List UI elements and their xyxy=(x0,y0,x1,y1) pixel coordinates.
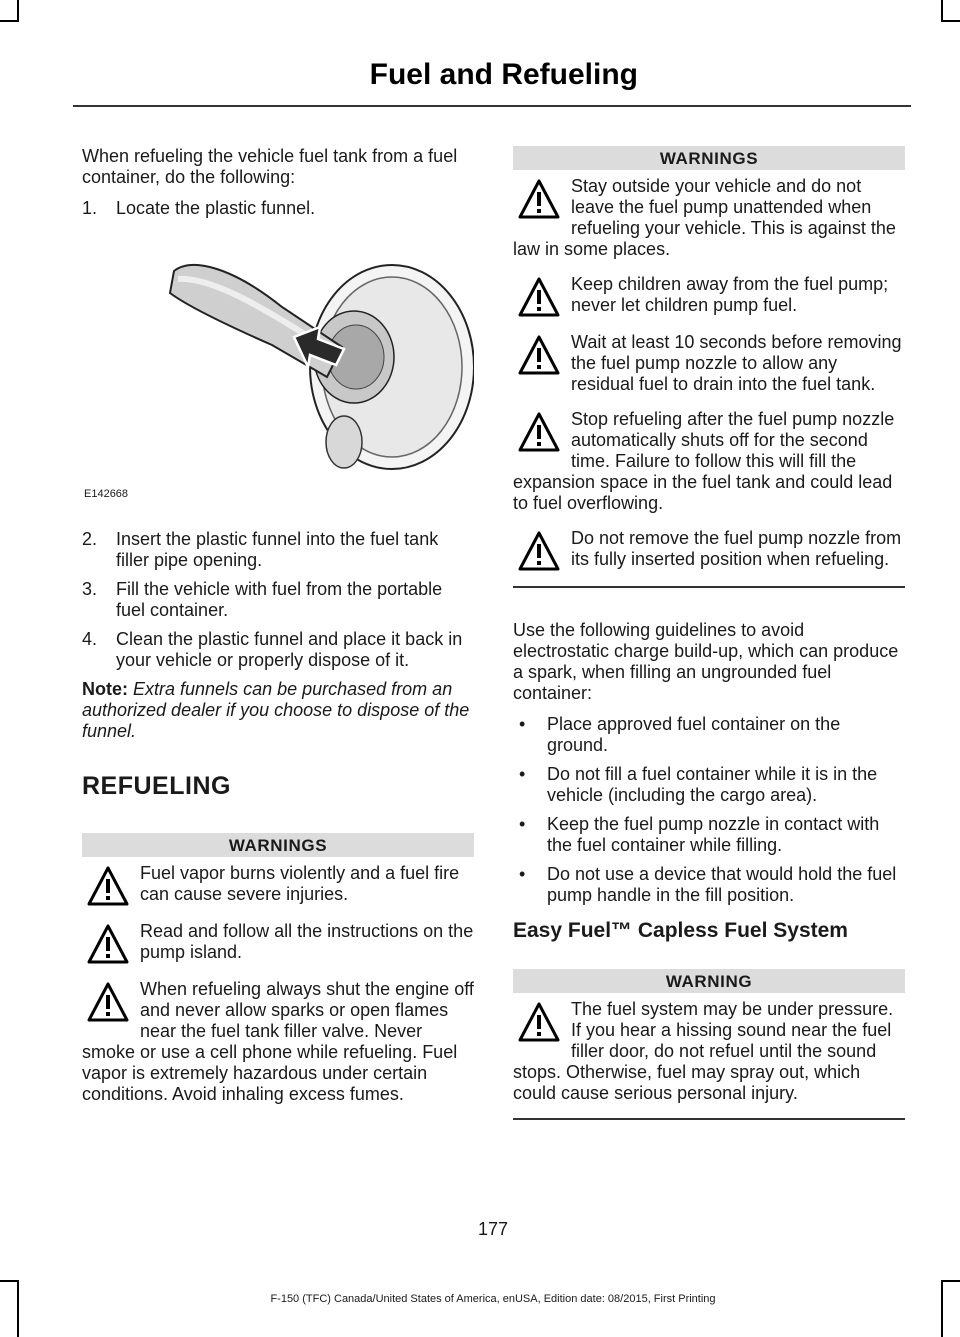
edition-footer: F-150 (TFC) Canada/United States of America, enUSA, Edition date: 08/2015, First Printing xyxy=(270,1293,716,1305)
intro-paragraph: When refueling the vehicle fuel tank from a fuel container, do the following: xyxy=(82,146,458,187)
section-heading-easy-fuel: Easy Fuel™ Capless Fuel System xyxy=(513,919,848,942)
warning-end-rule xyxy=(513,1118,905,1120)
bullet-item xyxy=(513,714,905,756)
page-number: 177 xyxy=(477,1219,509,1239)
step-1 xyxy=(82,198,474,219)
step-3 xyxy=(82,579,474,621)
bullet-text: Do not fill a fuel container while it is in the vehicle (including the cargo area). xyxy=(547,764,878,805)
warning-text: When refueling always shut the engine off and never allow sparks or open flames near the fuel tank filler valve. Never smoke or use a cell phone while refueling. Fuel vapor is extremely hazardous under certain conditions. Avoid inhaling excess fumes. xyxy=(82,979,474,1104)
warning-triangle-icon xyxy=(517,1001,561,1043)
warnings-end-rule xyxy=(513,586,905,588)
step-text: Clean the plastic funnel and place it back in your vehicle or properly dispose of it. xyxy=(116,629,463,670)
bullet-text: Keep the fuel pump nozzle in contact with the fuel container while filling. xyxy=(547,814,880,855)
warning-item xyxy=(82,921,474,965)
fuel-filler-funnel-illustration xyxy=(82,227,474,507)
crop-mark xyxy=(941,20,960,22)
crop-mark xyxy=(941,1280,943,1337)
step-number: 2. xyxy=(82,529,98,549)
crop-mark xyxy=(0,20,19,22)
warning-triangle-icon xyxy=(517,178,561,220)
warning-item xyxy=(513,528,905,572)
warnings-heading: WARNINGS xyxy=(82,833,474,857)
section-heading-refueling: REFUELING xyxy=(82,772,231,800)
crop-mark xyxy=(941,0,943,22)
step-text: Fill the vehicle with fuel from the portable fuel container. xyxy=(116,579,443,620)
right-column xyxy=(513,146,905,1152)
step-4 xyxy=(82,629,474,671)
step-text: Locate the plastic funnel. xyxy=(116,198,316,218)
step-number: 4. xyxy=(82,629,98,649)
warning-triangle-icon xyxy=(517,530,561,572)
funnel-figure xyxy=(82,227,474,507)
warning-item xyxy=(513,176,905,260)
left-column xyxy=(82,146,474,1119)
warning-text: Read and follow all the instructions on the pump island. xyxy=(140,921,474,962)
step-number: 3. xyxy=(82,579,98,599)
step-number: 1. xyxy=(82,198,98,218)
warning-triangle-icon xyxy=(86,981,130,1023)
crop-mark xyxy=(0,1280,19,1282)
page-title: Fuel and Refueling xyxy=(369,58,638,91)
figure-code: E142668 xyxy=(84,488,129,500)
bullet-symbol: • xyxy=(519,864,526,884)
header-divider xyxy=(73,105,911,107)
note xyxy=(82,679,474,742)
warning-text: Stay outside your vehicle and do not leave the fuel pump unattended when refueling your vehicle. This is against the law in some places. xyxy=(513,176,896,259)
bullet-item xyxy=(513,864,905,906)
warning-text: Wait at least 10 seconds before removing the fuel pump nozzle to allow any residual fuel to drain into the fuel tank. xyxy=(571,332,902,394)
warning-text: Fuel vapor burns violently and a fuel fire can cause severe injuries. xyxy=(140,863,460,904)
crop-mark xyxy=(17,0,19,22)
step-text: Insert the plastic funnel into the fuel tank filler pipe opening. xyxy=(116,529,439,570)
guidelines-intro: Use the following guidelines to avoid electrostatic charge build-up, which can produce a spark, when filling an ungrounded fuel container: xyxy=(513,620,899,703)
bullet-symbol: • xyxy=(519,764,526,784)
bullet-item xyxy=(513,814,905,856)
warning-triangle-icon xyxy=(517,411,561,453)
warning-triangle-icon xyxy=(86,923,130,965)
warning-text: Do not remove the fuel pump nozzle from its fully inserted position when refueling. xyxy=(571,528,902,569)
bullet-item xyxy=(513,764,905,806)
warning-item xyxy=(513,332,905,395)
warning-item xyxy=(513,409,905,514)
warnings-heading: WARNINGS xyxy=(513,146,905,170)
warning-item xyxy=(513,274,905,318)
warning-text: The fuel system may be under pressure. If you hear a hissing sound near the fuel filler door, do not refuel until the sound stops. Otherwise, fuel may spray out, which could cause serious personal injury. xyxy=(513,999,894,1103)
warning-text: Keep children away from the fuel pump; never let children pump fuel. xyxy=(571,274,889,315)
bullet-symbol: • xyxy=(519,814,526,834)
step-2 xyxy=(82,529,474,571)
warning-triangle-icon xyxy=(517,276,561,318)
crop-mark xyxy=(941,1280,960,1282)
bullet-text: Do not use a device that would hold the fuel pump handle in the fill position. xyxy=(547,864,897,905)
crop-mark xyxy=(17,1280,19,1337)
warning-item xyxy=(513,999,905,1104)
bullet-symbol: • xyxy=(519,714,526,734)
note-label: Note: xyxy=(82,679,128,699)
warning-item xyxy=(82,863,474,907)
warning-item xyxy=(82,979,474,1105)
warning-heading: WARNING xyxy=(513,969,905,993)
warning-triangle-icon xyxy=(86,865,130,907)
bullet-text: Place approved fuel container on the ground. xyxy=(547,714,841,755)
warning-text: Stop refueling after the fuel pump nozzle automatically shuts off for the second time. Failure to follow this will fill the expansion space in the fuel tank and could lead to fuel overflowing. xyxy=(513,409,895,513)
note-text: Extra funnels can be purchased from an authorized dealer if you choose to dispose of the funnel. xyxy=(82,679,470,741)
warning-triangle-icon xyxy=(517,334,561,376)
